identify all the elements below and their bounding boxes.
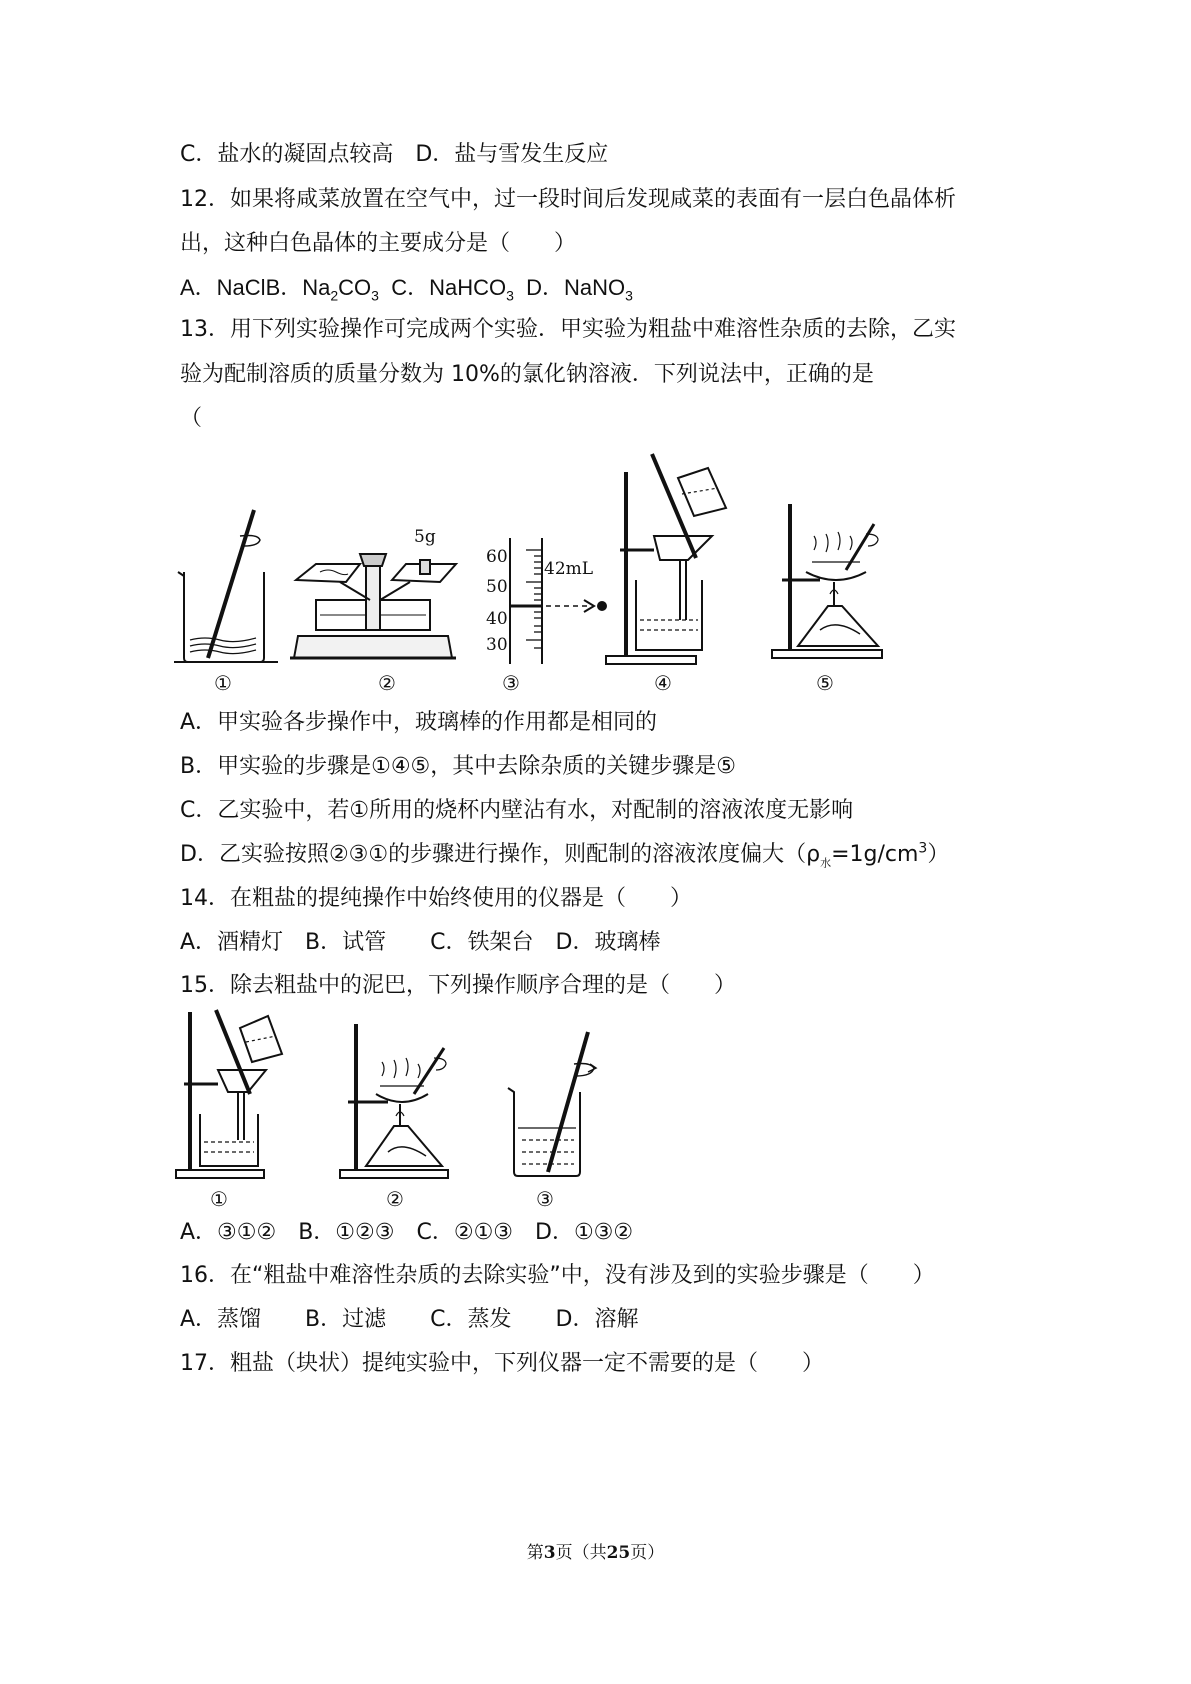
q16-stem: 16．在“粗盐中难溶性杂质的去除实验”中，没有涉及到的实验步骤是（ ） (180, 1263, 935, 1288)
q13-option-b: B．甲实验的步骤是①④⑤，其中去除杂质的关键步骤是⑤ (180, 754, 736, 779)
q13-option-d-text: D．乙实验按照②③①的步骤进行操作，则配制的溶液浓度偏大（ρ (180, 842, 821, 867)
q13-option-d-sup: 3 (918, 840, 928, 857)
q13-option-d (180, 840, 949, 870)
q12-stem-line1: 12．如果将咸菜放置在空气中，过一段时间后发现咸菜的表面有一层白色晶体析 (180, 187, 956, 212)
q13-option-d-sub: 水 (820, 856, 832, 870)
q14-options: A．酒精灯 B．试管 C．铁架台 D．玻璃棒 (180, 930, 661, 955)
figure-label-1: ① (214, 671, 232, 695)
figure-label-3: ③ (502, 671, 520, 695)
q15-stem: 15．除去粗盐中的泥巴，下列操作顺序合理的是（ ） (180, 973, 736, 998)
graduated-cylinder-apparatus (510, 538, 606, 664)
q12-sub: 3 (371, 287, 379, 304)
evaporation-apparatus (340, 1024, 448, 1178)
q12-option-b-tail: CO (338, 275, 372, 300)
figure-label-2: ② (386, 1187, 404, 1211)
figure-label-2: ② (378, 671, 396, 695)
footer-page-number: 3 (543, 1543, 556, 1563)
filtration-apparatus (606, 454, 726, 664)
page-footer (0, 1538, 1191, 1563)
beaker-stirring-apparatus (174, 510, 278, 662)
figure-label-3: ③ (536, 1187, 554, 1211)
cylinder-tick-50: 50 (486, 577, 508, 597)
footer-total-pages: 25 (606, 1543, 631, 1563)
footer-mid: 页（共 (555, 1543, 607, 1563)
reading-label: 42mL (544, 559, 594, 579)
beaker-stirring-apparatus (508, 1032, 596, 1176)
q15-options: A．③①② B．①②③ C．②①③ D．①③② (180, 1220, 634, 1245)
q13-stem-line1: 13．用下列实验操作可完成两个实验．甲实验为粗盐中难溶性杂质的去除，乙实 (180, 317, 956, 342)
cylinder-tick-30: 30 (486, 635, 508, 655)
q12-option-a: A．NaClB．Na (180, 275, 331, 300)
cylinder-tick-60: 60 (486, 547, 508, 567)
q12-sub: 2 (330, 287, 339, 304)
figure-label-4: ④ (654, 671, 672, 695)
q13-stem-line2: 验为配制溶质的质量分数为 10%的氯化钠溶液．下列说法中，正确的是 (180, 362, 874, 387)
q13-stem-line3: （ (180, 406, 203, 431)
balance-apparatus (290, 554, 456, 658)
figure-label-5: ⑤ (816, 671, 834, 695)
q17-stem: 17．粗盐（块状）提纯实验中，下列仪器一定不需要的是（ ） (180, 1351, 824, 1376)
q12-sub: 3 (625, 287, 633, 304)
q13-option-c: C．乙实验中，若①所用的烧杯内壁沾有水，对配制的溶液浓度无影响 (180, 798, 854, 823)
q12-option-c: C．NaHCO (378, 275, 507, 300)
q14-stem: 14．在粗盐的提纯操作中始终使用的仪器是（ ） (180, 886, 692, 911)
evaporation-apparatus (772, 504, 882, 658)
q16-options: A．蒸馏 B．过滤 C．蒸发 D．溶解 (180, 1307, 639, 1332)
q11-options-cd: C．盐水的凝固点较高 D．盐与雪发生反应 (180, 142, 609, 167)
q13-option-d-close: ） (927, 842, 950, 867)
q12-options (180, 273, 633, 303)
cylinder-tick-40: 40 (486, 609, 508, 629)
q12-stem-line2: 出，这种白色晶体的主要成分是（ ） (180, 231, 577, 256)
q13-option-d-formula: =1g/cm (831, 842, 919, 867)
footer-prefix: 第 (526, 1543, 544, 1563)
filtration-apparatus (176, 1010, 282, 1178)
footer-suffix: 页） (630, 1543, 665, 1563)
q12-option-d: D．NaNO (513, 275, 626, 300)
q13-option-a: A．甲实验各步操作中，玻璃棒的作用都是相同的 (180, 710, 658, 735)
weight-label: 5g (414, 527, 436, 547)
q15-apparatus-figure (170, 1006, 630, 1216)
q12-sub: 3 (506, 287, 514, 304)
figure-label-1: ① (210, 1187, 228, 1211)
q13-apparatus-figure (170, 450, 930, 700)
